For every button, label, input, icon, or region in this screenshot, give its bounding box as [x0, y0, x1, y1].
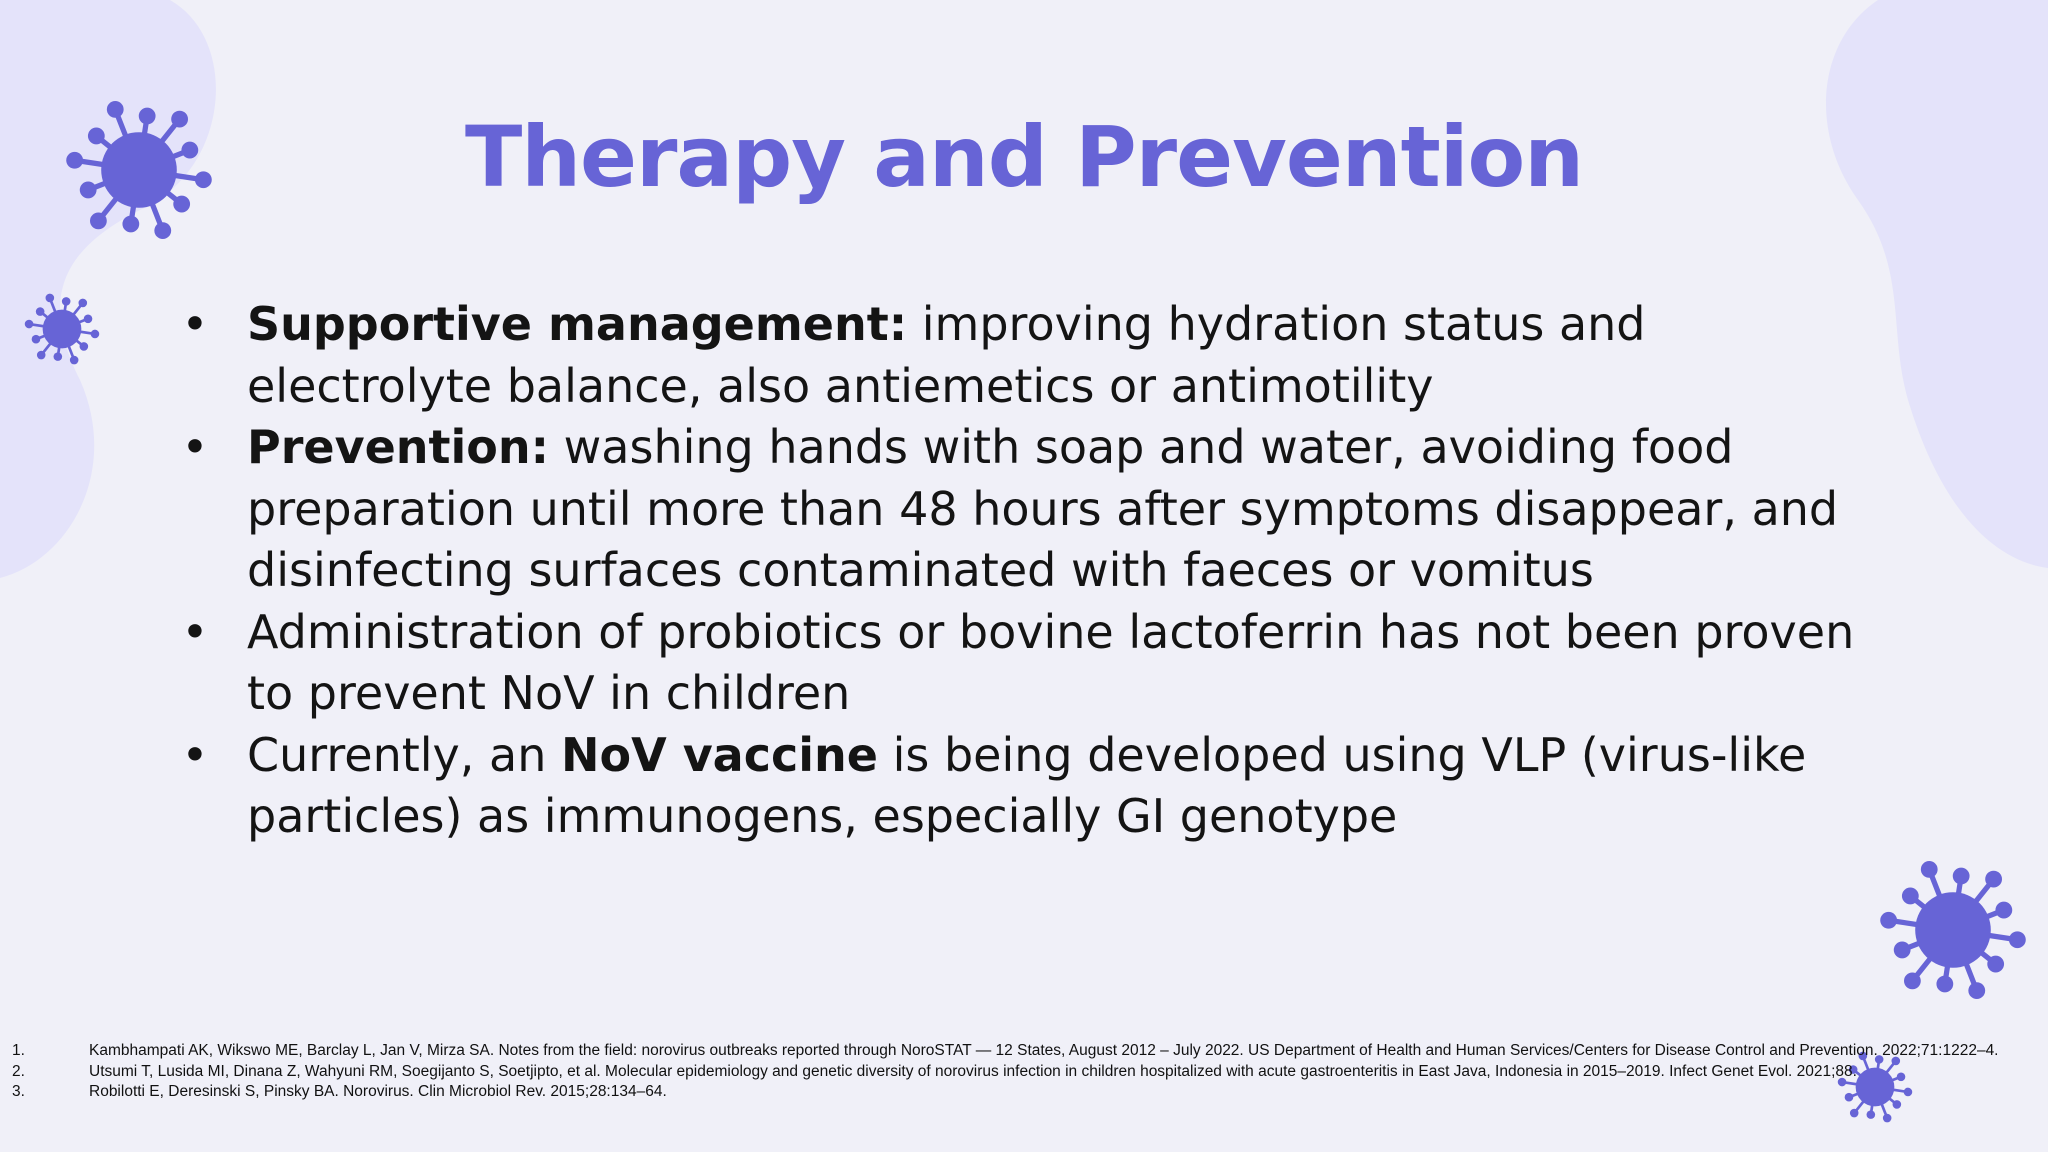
bullet-dot: • [181, 727, 209, 782]
bullet-item [175, 602, 1875, 725]
reference-list [0, 1041, 2040, 1103]
reference-text: Utsumi T, Lusida MI, Dinana Z, Wahyuni RM, Soegijanto S, Soetjipto, et al. Molecular epidemiology and genetic diversity of norovirus infection in children hospitalized with acute gastroenteritis in East Java, Indonesia in 2015–2019. Infect Genet Evol. 2021;88. [89, 1062, 1857, 1080]
reference-number: 1. [12, 1042, 25, 1059]
bullet-dot: • [181, 297, 209, 351]
bullet-text: Administration of probiotics or bovine lactoferrin has not been proven to prevent NoV in children [247, 604, 1855, 720]
bullet-text-prefix: Currently, an [247, 727, 561, 782]
bullet-heading: NoV vaccine [560, 727, 878, 782]
reference-item [0, 1062, 2040, 1083]
bullet-item [175, 294, 1875, 417]
reference-item [0, 1041, 2040, 1062]
reference-number: 3. [12, 1083, 25, 1100]
bullet-item [175, 725, 1875, 848]
virus-icon [19, 286, 105, 372]
bullet-dot: • [181, 604, 209, 659]
bullet-heading: Supportive management: [247, 297, 908, 351]
bullet-text: washing hands with soap and water, avoiding food preparation until more than 48 hours after symptoms disappear, and disinfecting surfaces contaminated with faeces or vomitus [247, 420, 1839, 597]
bullet-text: improving hydration status and electrolyte balance, also antiemetics or antimotility [247, 297, 1646, 413]
reference-text: Robilotti E, Deresinski S, Pinsky BA. Norovirus. Clin Microbiol Rev. 2015;28:134–64. [89, 1083, 667, 1100]
reference-item [0, 1082, 2040, 1103]
bullet-dot: • [181, 420, 209, 474]
reference-number: 2. [12, 1062, 25, 1080]
bullet-item [175, 417, 1875, 602]
reference-text: Kambhampati AK, Wikswo ME, Barclay L, Jan V, Mirza SA. Notes from the field: norovirus outbreaks reported through NoroSTAT — 12 States, August 2012 – July 2022. US Department of Health and Human Services/Centers for Disease Control and Prevention. 2022;71:1222–4. [89, 1042, 1999, 1059]
bullet-list [175, 294, 1875, 848]
slide-title: Therapy and Prevention [464, 108, 1584, 206]
bullet-heading: Prevention: [247, 420, 550, 474]
virus-icon [1869, 846, 2037, 1014]
bullet-text: is being developed using VLP (virus-like particles) as immunogens, especially GI genotype [247, 727, 1807, 843]
